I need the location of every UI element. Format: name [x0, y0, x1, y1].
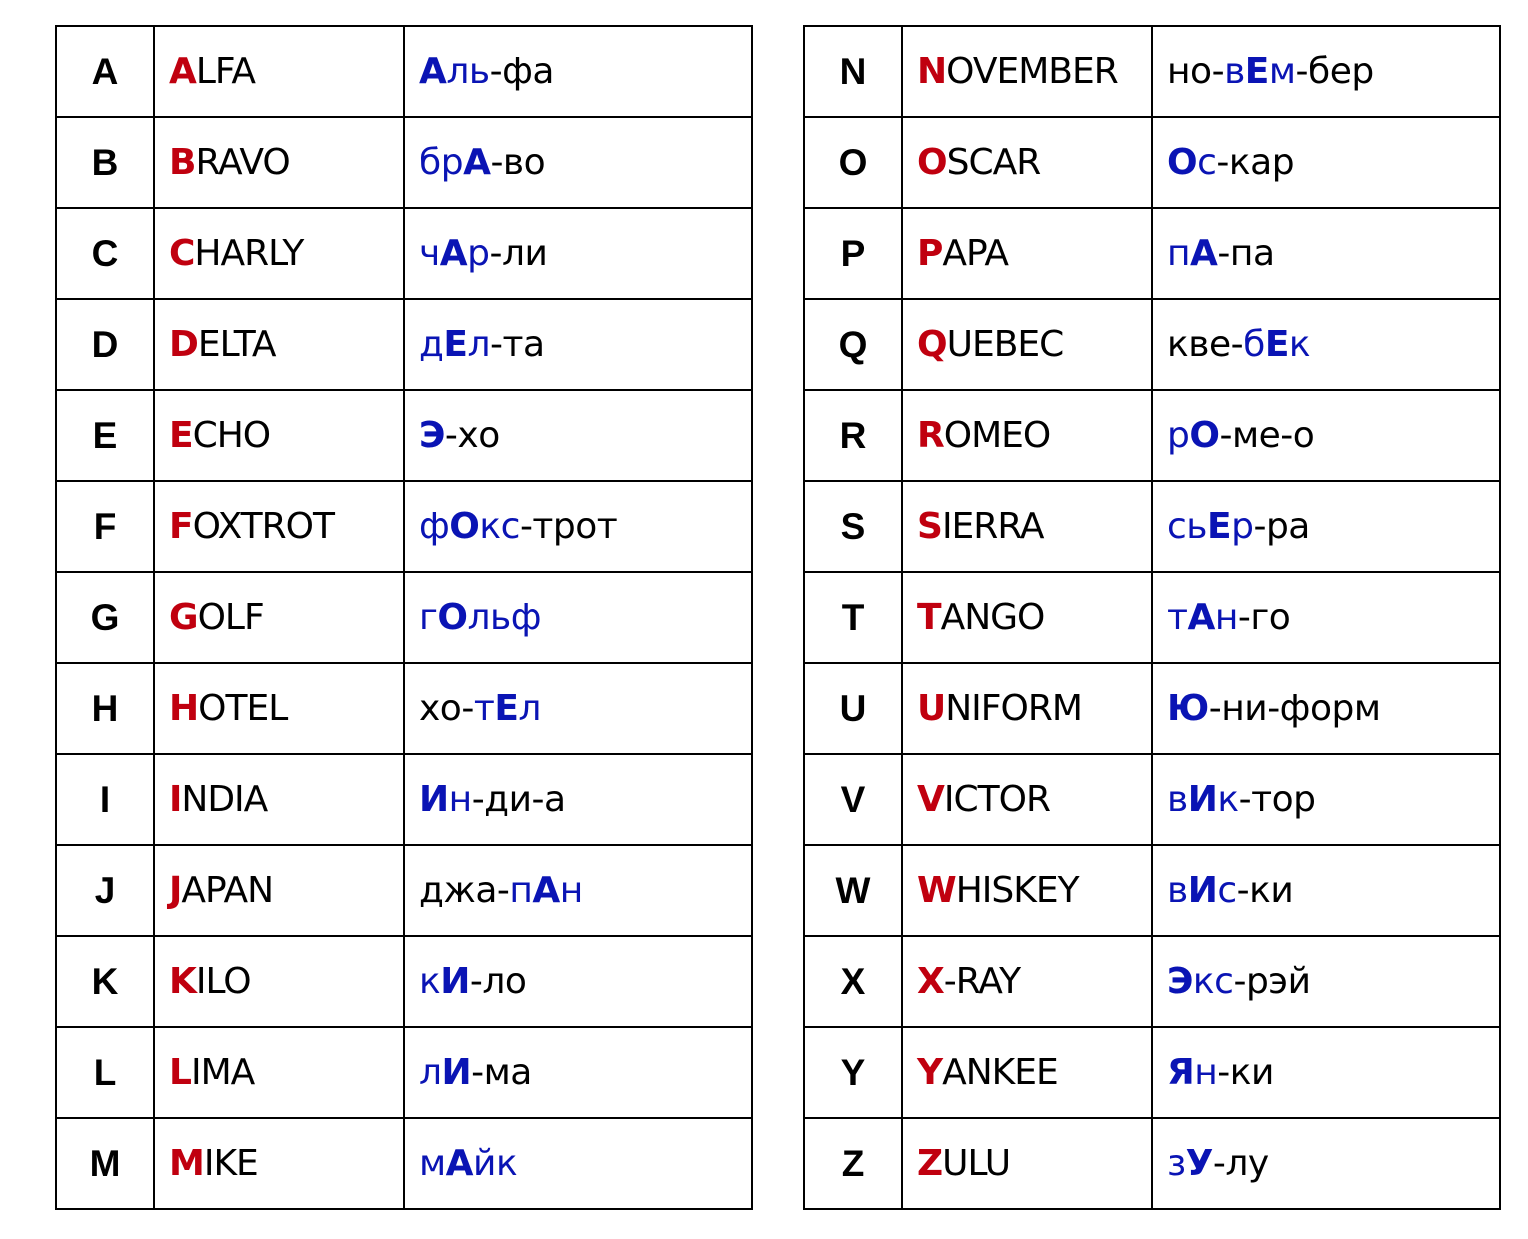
letter-cell: P — [804, 208, 902, 299]
letter-cell: S — [804, 481, 902, 572]
code-word-cell — [902, 1027, 1152, 1118]
alphabet-row — [56, 390, 752, 481]
alphabet-row — [56, 117, 752, 208]
alphabet-row — [56, 299, 752, 390]
russian-pronunciation-cell — [1152, 1118, 1500, 1209]
code-word-first-letter: M — [169, 1143, 204, 1184]
code-word-cell — [902, 117, 1152, 208]
russian-pronunciation-cell — [1152, 26, 1500, 117]
code-word-cell — [902, 936, 1152, 1027]
russian-syllable: -фа — [489, 51, 554, 92]
code-word-first-letter: I — [169, 779, 182, 820]
code-word-cell — [902, 390, 1152, 481]
russian-stressed-syllable: А — [1190, 233, 1218, 274]
russian-syllable: льф — [467, 597, 542, 638]
code-word-rest: IKE — [203, 1143, 258, 1184]
russian-pronunciation-cell — [404, 663, 752, 754]
code-word-rest: ELTA — [197, 324, 276, 365]
code-word-rest: OTEL — [198, 688, 288, 729]
code-word-rest: OLF — [197, 597, 264, 638]
russian-stressed-syllable: А — [419, 51, 447, 92]
code-word-rest: -RAY — [943, 961, 1021, 1002]
russian-syllable: -ра — [1253, 506, 1310, 547]
alphabet-row — [56, 845, 752, 936]
code-word-cell — [154, 1118, 404, 1209]
russian-stressed-syllable: А — [445, 1143, 474, 1184]
russian-syllable: н — [1194, 1052, 1218, 1093]
letter-cell: V — [804, 754, 902, 845]
code-word-first-letter: R — [917, 415, 944, 456]
code-word-cell — [154, 299, 404, 390]
russian-syllable: сь — [1167, 506, 1208, 547]
russian-pronunciation-cell — [404, 1027, 752, 1118]
code-word-cell — [902, 481, 1152, 572]
alphabet-table-right-body — [804, 26, 1500, 1209]
russian-pronunciation-cell — [404, 936, 752, 1027]
code-word-first-letter: N — [917, 51, 947, 92]
letter-cell: J — [56, 845, 154, 936]
russian-syllable: з — [1167, 1143, 1186, 1184]
russian-stressed-syllable: У — [1185, 1143, 1213, 1184]
code-word-first-letter: G — [169, 597, 198, 638]
russian-syllable: к — [1288, 324, 1311, 365]
russian-syllable: хо- — [419, 688, 474, 729]
russian-syllable: с — [1217, 870, 1237, 911]
code-word-first-letter: D — [169, 324, 198, 365]
code-word-first-letter: C — [169, 233, 195, 274]
code-word-cell — [154, 572, 404, 663]
russian-syllable: г — [419, 597, 438, 638]
letter-cell: M — [56, 1118, 154, 1209]
russian-pronunciation-cell — [1152, 117, 1500, 208]
russian-syllable: р — [467, 233, 490, 274]
russian-pronunciation-cell — [1152, 663, 1500, 754]
russian-syllable: л — [419, 1052, 442, 1093]
russian-pronunciation-cell — [1152, 936, 1500, 1027]
russian-stressed-syllable: Е — [443, 324, 468, 365]
code-word-first-letter: E — [169, 415, 193, 456]
code-word-first-letter: V — [917, 779, 944, 820]
russian-syllable: кс — [479, 506, 520, 547]
code-word-cell — [154, 1027, 404, 1118]
alphabet-row — [804, 481, 1500, 572]
russian-stressed-syllable: Э — [419, 415, 445, 456]
russian-stressed-syllable: И — [1187, 870, 1218, 911]
code-word-rest: APA — [942, 233, 1009, 274]
letter-cell: G — [56, 572, 154, 663]
russian-pronunciation-cell — [404, 572, 752, 663]
code-word-first-letter: S — [917, 506, 942, 547]
letter-cell: X — [804, 936, 902, 1027]
letter-cell: C — [56, 208, 154, 299]
russian-stressed-syllable: Э — [1167, 961, 1193, 1002]
russian-stressed-syllable: А — [532, 870, 560, 911]
russian-pronunciation-cell — [1152, 754, 1500, 845]
code-word-first-letter: H — [169, 688, 199, 729]
alphabet-row — [804, 1027, 1500, 1118]
code-word-cell — [154, 26, 404, 117]
alphabet-row — [804, 26, 1500, 117]
code-word-first-letter: F — [169, 506, 193, 547]
alphabet-row — [804, 208, 1500, 299]
code-word-first-letter: K — [169, 961, 196, 1002]
russian-pronunciation-cell — [1152, 572, 1500, 663]
russian-syllable: -ме-о — [1219, 415, 1315, 456]
russian-pronunciation-cell — [404, 481, 752, 572]
code-word-cell — [902, 754, 1152, 845]
russian-syllable: -па — [1217, 233, 1275, 274]
code-word-cell — [154, 208, 404, 299]
russian-syllable: п — [1167, 233, 1191, 274]
russian-syllable: -ли — [489, 233, 548, 274]
russian-stressed-syllable: Е — [1207, 506, 1232, 547]
russian-syllable: ч — [419, 233, 440, 274]
russian-syllable: -ки — [1236, 870, 1294, 911]
alphabet-row — [56, 936, 752, 1027]
russian-stressed-syllable: И — [1187, 779, 1218, 820]
russian-syllable: -кар — [1216, 142, 1295, 183]
code-word-first-letter: A — [169, 51, 196, 92]
code-word-rest: OVEMBER — [946, 51, 1118, 92]
code-word-rest: NIFORM — [945, 688, 1082, 729]
alphabet-row — [804, 754, 1500, 845]
russian-pronunciation-cell — [404, 117, 752, 208]
russian-stressed-syllable: Е — [1264, 324, 1289, 365]
code-word-first-letter: U — [917, 688, 946, 729]
russian-syllable: -го — [1237, 597, 1291, 638]
russian-syllable: н — [448, 779, 472, 820]
alphabet-row — [56, 572, 752, 663]
russian-syllable: м — [419, 1143, 446, 1184]
code-word-rest: ULU — [942, 1143, 1011, 1184]
letter-cell: D — [56, 299, 154, 390]
code-word-first-letter: Y — [917, 1052, 943, 1093]
russian-syllable: к — [419, 961, 441, 1002]
russian-stressed-syllable: Е — [1244, 51, 1269, 92]
alphabet-table-left-body — [56, 26, 752, 1209]
code-word-rest: CHO — [192, 415, 271, 456]
russian-syllable: -ло — [469, 961, 527, 1002]
russian-syllable: н — [559, 870, 583, 911]
russian-syllable: -ки — [1217, 1052, 1274, 1093]
russian-pronunciation-cell — [1152, 845, 1500, 936]
code-word-rest: HISKEY — [955, 870, 1079, 911]
code-word-rest: OXTROT — [192, 506, 334, 547]
russian-syllable: -ма — [471, 1052, 532, 1093]
letter-cell: Y — [804, 1027, 902, 1118]
code-word-rest: NDIA — [181, 779, 268, 820]
russian-stressed-syllable: И — [441, 1052, 472, 1093]
alphabet-row — [804, 299, 1500, 390]
russian-syllable: йк — [473, 1143, 518, 1184]
alphabet-row — [804, 936, 1500, 1027]
code-word-cell — [902, 208, 1152, 299]
russian-syllable: с — [1197, 142, 1217, 183]
russian-pronunciation-cell — [1152, 208, 1500, 299]
alphabet-row — [804, 572, 1500, 663]
letter-cell: N — [804, 26, 902, 117]
alphabet-row — [56, 1118, 752, 1209]
code-word-rest: ANGO — [940, 597, 1045, 638]
russian-syllable: -бер — [1295, 51, 1374, 92]
letter-cell: R — [804, 390, 902, 481]
alphabet-row — [804, 390, 1500, 481]
alphabet-row — [56, 26, 752, 117]
russian-stressed-syllable: А — [463, 142, 491, 183]
letter-cell: U — [804, 663, 902, 754]
alphabet-row — [56, 208, 752, 299]
russian-syllable: р — [1231, 506, 1254, 547]
code-word-rest: IERRA — [941, 506, 1044, 547]
russian-syllable: м — [1268, 51, 1296, 92]
russian-syllable: -лу — [1212, 1143, 1269, 1184]
code-word-rest: ICTOR — [943, 779, 1050, 820]
russian-pronunciation-cell — [404, 1118, 752, 1209]
code-word-first-letter: X — [917, 961, 944, 1002]
code-word-rest: IMA — [190, 1052, 255, 1093]
code-word-cell — [902, 572, 1152, 663]
russian-stressed-syllable: О — [449, 506, 480, 547]
code-word-first-letter: Q — [917, 324, 947, 365]
code-word-cell — [154, 117, 404, 208]
russian-pronunciation-cell — [1152, 481, 1500, 572]
letter-cell: H — [56, 663, 154, 754]
russian-stressed-syllable: О — [1189, 415, 1220, 456]
letter-cell: O — [804, 117, 902, 208]
russian-stressed-syllable: И — [419, 779, 449, 820]
code-word-first-letter: O — [917, 142, 947, 183]
russian-syllable: ф — [419, 506, 450, 547]
code-word-rest: SCAR — [946, 142, 1041, 183]
russian-syllable: п — [509, 870, 533, 911]
russian-syllable: т — [1167, 597, 1188, 638]
russian-syllable: ль — [446, 51, 490, 92]
letter-cell: B — [56, 117, 154, 208]
russian-pronunciation-cell — [404, 26, 752, 117]
russian-pronunciation-cell — [404, 390, 752, 481]
code-word-cell — [154, 481, 404, 572]
russian-stressed-syllable: Е — [494, 688, 519, 729]
letter-cell: E — [56, 390, 154, 481]
russian-pronunciation-cell — [404, 299, 752, 390]
letter-cell: A — [56, 26, 154, 117]
letter-cell: L — [56, 1027, 154, 1118]
russian-syllable: -во — [490, 142, 546, 183]
letter-cell: Q — [804, 299, 902, 390]
russian-syllable: л — [467, 324, 490, 365]
russian-stressed-syllable: А — [1187, 597, 1215, 638]
code-word-first-letter: T — [917, 597, 941, 638]
code-word-first-letter: J — [169, 870, 182, 911]
code-word-cell — [154, 936, 404, 1027]
russian-syllable: к — [1217, 779, 1239, 820]
code-word-cell — [154, 663, 404, 754]
russian-syllable: бр — [419, 142, 464, 183]
code-word-rest: HARLY — [194, 233, 304, 274]
alphabet-row — [804, 117, 1500, 208]
letter-cell: W — [804, 845, 902, 936]
russian-syllable: в — [1167, 779, 1188, 820]
code-word-cell — [902, 26, 1152, 117]
russian-syllable: в — [1167, 870, 1188, 911]
russian-pronunciation-cell — [1152, 390, 1500, 481]
russian-syllable: кве- — [1167, 324, 1244, 365]
code-word-cell — [154, 390, 404, 481]
code-word-cell — [902, 1118, 1152, 1209]
code-word-rest: OMEO — [943, 415, 1051, 456]
russian-syllable: -хо — [444, 415, 500, 456]
russian-syllable: -трот — [519, 506, 618, 547]
russian-syllable: б — [1243, 324, 1265, 365]
russian-stressed-syllable: А — [439, 233, 468, 274]
russian-stressed-syllable: И — [440, 961, 470, 1002]
alphabet-row — [804, 845, 1500, 936]
code-word-first-letter: P — [917, 233, 943, 274]
letter-cell: F — [56, 481, 154, 572]
russian-pronunciation-cell — [1152, 299, 1500, 390]
letter-cell: T — [804, 572, 902, 663]
russian-syllable: л — [518, 688, 541, 729]
russian-syllable: -тор — [1238, 779, 1316, 820]
letter-cell: I — [56, 754, 154, 845]
russian-syllable: т — [473, 688, 495, 729]
alphabet-row — [804, 663, 1500, 754]
code-word-cell — [902, 299, 1152, 390]
alphabet-row — [56, 754, 752, 845]
code-word-first-letter: W — [917, 870, 956, 911]
code-word-rest: RAVO — [195, 142, 290, 183]
code-word-first-letter: L — [169, 1052, 191, 1093]
russian-syllable: -рэй — [1233, 961, 1311, 1002]
code-word-cell — [154, 754, 404, 845]
alphabet-row — [56, 481, 752, 572]
russian-stressed-syllable: О — [437, 597, 468, 638]
russian-pronunciation-cell — [404, 754, 752, 845]
russian-pronunciation-cell — [404, 208, 752, 299]
code-word-cell — [154, 845, 404, 936]
russian-syllable: но- — [1167, 51, 1225, 92]
russian-stressed-syllable: О — [1167, 142, 1198, 183]
russian-syllable: в — [1224, 51, 1245, 92]
russian-pronunciation-cell — [1152, 1027, 1500, 1118]
alphabet-table-left — [55, 25, 753, 1210]
russian-syllable: р — [1167, 415, 1190, 456]
russian-syllable: н — [1214, 597, 1238, 638]
alphabet-row — [56, 1027, 752, 1118]
russian-stressed-syllable: Я — [1167, 1052, 1195, 1093]
russian-syllable: -ди-а — [471, 779, 566, 820]
letter-cell: K — [56, 936, 154, 1027]
code-word-rest: APAN — [181, 870, 273, 911]
code-word-cell — [902, 663, 1152, 754]
code-word-rest: LFA — [195, 51, 255, 92]
alphabet-table-right — [803, 25, 1501, 1210]
russian-syllable: -ни-форм — [1208, 688, 1381, 729]
russian-syllable: кс — [1192, 961, 1234, 1002]
russian-syllable: джа- — [419, 870, 510, 911]
russian-syllable: д — [419, 324, 444, 365]
code-word-rest: ILO — [195, 961, 251, 1002]
code-word-rest: ANKEE — [942, 1052, 1058, 1093]
alphabet-row — [56, 663, 752, 754]
code-word-first-letter: Z — [917, 1143, 943, 1184]
letter-cell: Z — [804, 1118, 902, 1209]
alphabet-row — [804, 1118, 1500, 1209]
code-word-cell — [902, 845, 1152, 936]
code-word-rest: UEBEC — [946, 324, 1064, 365]
russian-pronunciation-cell — [404, 845, 752, 936]
russian-syllable: -та — [490, 324, 545, 365]
russian-stressed-syllable: Ю — [1167, 688, 1209, 729]
code-word-first-letter: B — [169, 142, 196, 183]
